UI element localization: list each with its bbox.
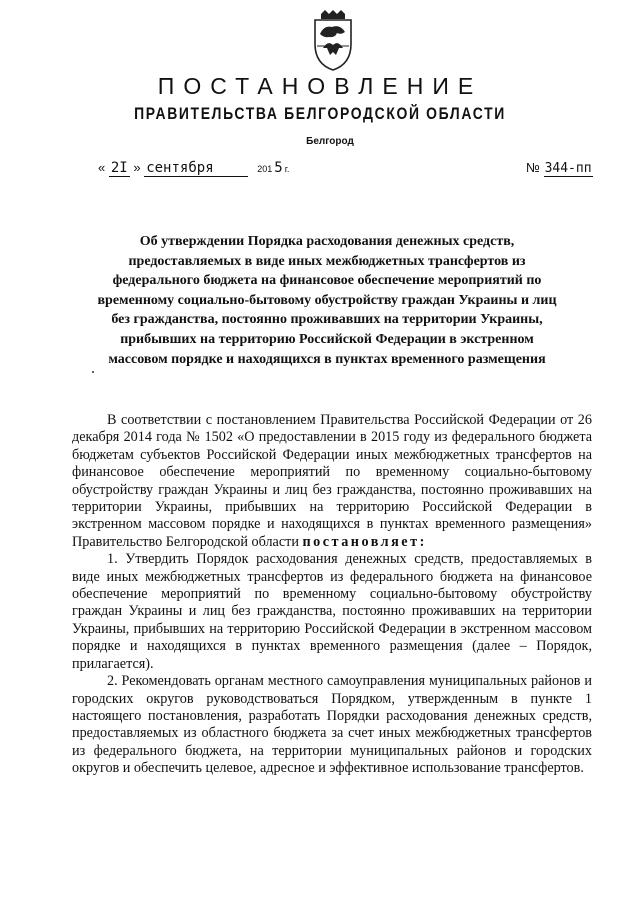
resolves-word: постановляет: xyxy=(302,533,427,550)
scan-speck xyxy=(92,371,94,373)
document-heading: Об утверждении Порядка расходования денежных средств, предоставляемых в виде иных межбюджетных трансфертов из федерального бюджета на финансовое обеспечение мероприятий по временному социально-бытовому обустройству граждан Украины и лиц без гражданства, постоянно проживавших на территории Украины, прибывших на территорию Российской Федерации в экстренном массовом порядке и находящихся в пунктах временного размещения xyxy=(97,234,557,367)
date-year-suffix: 5 xyxy=(274,160,283,176)
date-close-quote: » xyxy=(133,160,141,175)
document-title: ПОСТАНОВЛЕНИЕ xyxy=(157,73,483,99)
preamble-paragraph xyxy=(72,412,592,551)
date-day: 2I xyxy=(110,160,128,176)
city-name: Белгород xyxy=(306,136,354,147)
number-label: № xyxy=(526,160,540,175)
document-date xyxy=(98,160,289,176)
item-1-paragraph: 1. Утвердить Порядок расходования денежных средств, предоставляемых в виде иных межбюджетных трансфертов из федерального бюджета на финансовое обеспечение мероприятий по временному социально-бытовому обустройству граждан Украины и лиц без гражданства, постоянно проживавших на территории Украины, прибывших на территорию Российской Федерации в экстренном массовом порядке и находящихся в пунктах временного размещения (далее – Порядок, прилагается). xyxy=(72,551,592,672)
date-year-prefix: 201 xyxy=(257,164,273,174)
document-body xyxy=(72,412,592,778)
document-number xyxy=(526,160,593,176)
item-2-paragraph: 2. Рекомендовать органам местного самоуправления муниципальных районов и городских округов руководствоваться Порядком, утвержденным в пункте 1 настоящего постановления, разработать Порядки расходования денежных средств, предоставляемых из областного бюджета за счет иных межбюджетных трансфертов из федерального бюджета, на территории муниципальных районов и городских округов и обеспечить целевое, адресное и эффективное использование трансфертов. xyxy=(72,673,592,777)
preamble-text: В соответствии с постановлением Правительства Российской Федерации от 26 декабря 2014 года № 1502 «О предоставлении в 2015 году из федерального бюджета бюджетам субъектов Российской Федерации иных межбюджетных трансфертов на финансовое обеспечение мероприятий по временному социально-бытовому обустройству граждан Украины и лиц без гражданства, постоянно проживавших на территории Украины, прибывших на территорию Российской Федерации в экстренном массовом порядке и находящихся в пунктах временного размещения» Правительство Белгородской области xyxy=(72,412,592,550)
date-open-quote: « xyxy=(98,160,106,175)
date-year-mark: г. xyxy=(284,164,290,174)
number-value: 344-пп xyxy=(544,161,592,176)
date-month: сентября xyxy=(144,160,247,177)
belgorod-coat-of-arms-icon xyxy=(303,10,363,72)
issuer-name: ПРАВИТЕЛЬСТВА БЕЛГОРОДСКОЙ ОБЛАСТИ xyxy=(134,104,506,123)
